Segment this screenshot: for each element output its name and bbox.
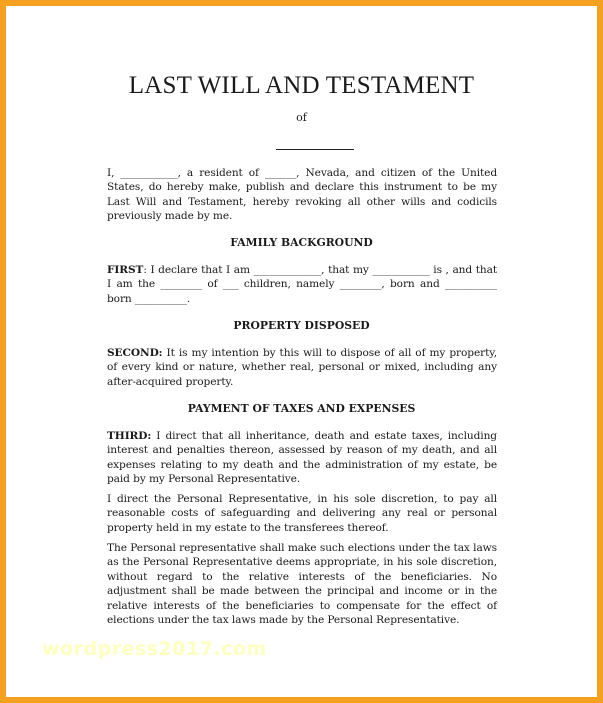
document-page (6, 6, 597, 697)
third-clause (107, 429, 497, 487)
first-clause-text: : I declare that I am _____________, that my ___________ is , and that I am the ________ of ___ children, namely ________, born and __________ born __________. (107, 264, 497, 305)
third-clause-paragraph-2: I direct the Personal Representative, in his sole discretion, to pay all reasonable costs of safeguarding and delivering any real or personal property held in my estate to the transferees thereof. (107, 493, 497, 534)
second-clause (107, 346, 497, 389)
intro-paragraph: I, ___________, a resident of ______, Nevada, and citizen of the United States, do hereby make, publish and declare this instrument to be my Last Will and Testament, hereby revoking all other wills and codicils previously made by me. (107, 167, 497, 223)
document-title: LAST WILL AND TESTAMENT (128, 72, 475, 99)
of-label: of (296, 111, 307, 124)
heading-payment-of-taxes: PAYMENT OF TAXES AND EXPENSES (187, 402, 416, 415)
first-clause (107, 263, 497, 306)
third-clause-paragraph-3: The Personal representative shall make such elections under the tax laws as the Personal Representative deems appropriate, in his sole discretion, without regard to the relative interests of the beneficiaries. No adjustment shall be made between the principal and income or in the relative interests of the beneficiaries to compensate for the effect of elections under the tax laws made by the Personal Representative. (107, 542, 497, 627)
testator-name-line (276, 149, 354, 150)
heading-property-disposed: PROPERTY DISPOSED (233, 319, 370, 332)
watermark-text: wordpress2017.com (42, 638, 267, 660)
third-clause-text: I direct that all inheritance, death and estate taxes, including interest and penalties thereon, assessed by reason of my death, and all expenses relating to my death and the administration of my estate, be paid by my Personal Representative. (107, 430, 497, 486)
second-clause-lead: SECOND: (107, 347, 163, 359)
heading-family-background: FAMILY BACKGROUND (230, 236, 373, 249)
first-clause-lead: FIRST (107, 264, 144, 276)
third-clause-lead: THIRD: (107, 430, 152, 442)
second-clause-text: It is my intention by this will to dispose of all of my property, of every kind or nature, whether real, personal or mixed, including any after-acquired property. (107, 347, 497, 388)
